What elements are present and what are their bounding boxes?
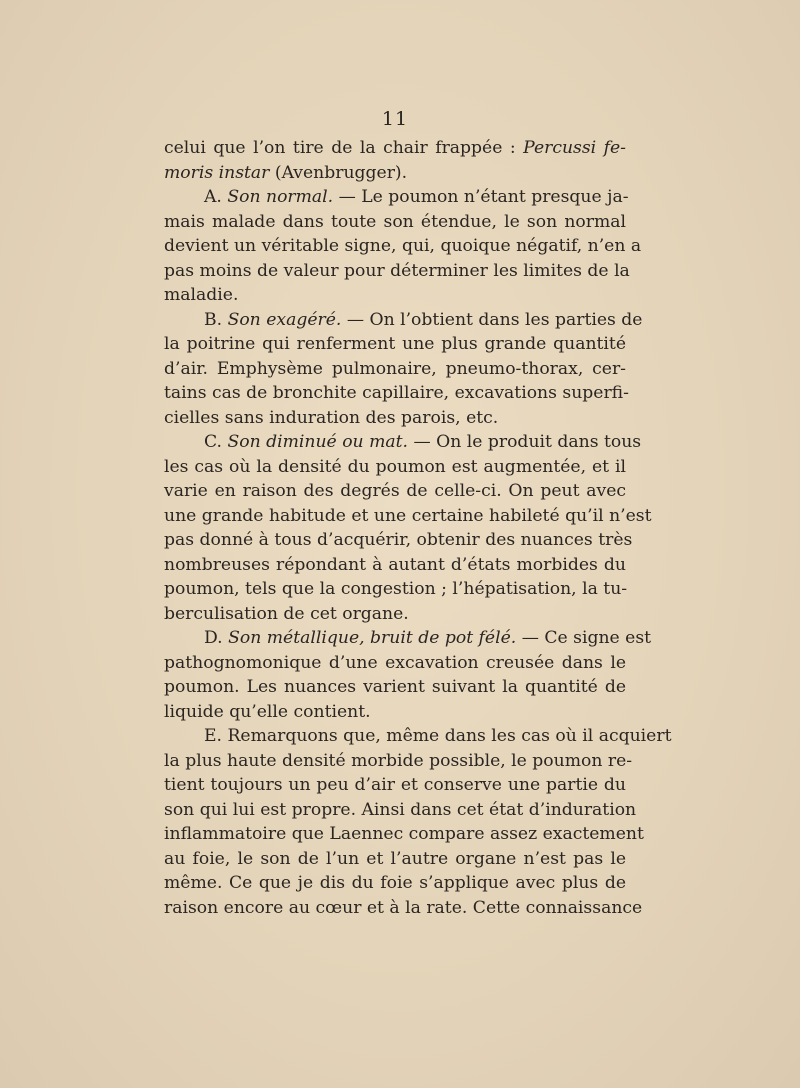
text: une grande habitude et une certaine habileté qu’il n’est [164, 505, 652, 526]
text: d’air. Emphysème pulmonaire, pneumo-thorax, cer- [164, 358, 626, 379]
text: — Le poumon n’étant presque ja- [333, 187, 629, 207]
paragraph [164, 724, 672, 920]
text-line [164, 749, 633, 774]
text: celui que l’on tire de la chair frappée : [164, 138, 524, 158]
text-line [164, 773, 626, 798]
text-line [164, 136, 626, 161]
text: son qui lui est propre. Ainsi dans cet état d’induration [164, 799, 637, 820]
italic-text: Percussi fe- [523, 138, 626, 158]
text-line [164, 308, 643, 333]
text-line [164, 675, 626, 700]
text-line [164, 210, 626, 235]
text: D. [204, 628, 229, 648]
text: C. [204, 432, 228, 452]
text: la plus haute densité morbide possible, le poumon re- [164, 750, 633, 771]
italic-text: Son normal. [227, 187, 334, 207]
text-line [164, 455, 626, 480]
paragraph [164, 136, 626, 185]
text: — On le produit dans tous [408, 432, 642, 452]
text-line [164, 381, 629, 406]
body-text [164, 136, 672, 920]
page-number: 11 [381, 108, 409, 130]
text-line [164, 406, 626, 431]
text-line [164, 602, 626, 627]
text: varie en raison des degrés de celle-ci. On peut avec [164, 481, 626, 501]
text-line [164, 528, 633, 553]
text: tient toujours un peu d’air et conserve une partie du [164, 775, 626, 795]
text: pas moins de valeur pour déterminer les limites de la [164, 260, 630, 281]
text: nombreuses répondant à autant d’états morbides du [164, 554, 626, 575]
italic-text: Son exagéré. [227, 309, 342, 330]
italic-text: moris instar [164, 162, 270, 183]
paragraph [164, 430, 652, 626]
text-line [164, 822, 644, 847]
text: inflammatoire que Laennec compare assez exactement [164, 824, 644, 844]
document-page [164, 108, 672, 920]
text-line [164, 896, 643, 921]
text: poumon, tels que la congestion ; l’hépatisation, la tu- [164, 579, 628, 599]
text-line [164, 847, 626, 872]
text-line [164, 724, 672, 749]
text: (Avenbrugger). [269, 162, 408, 183]
text-line [164, 577, 626, 602]
text: même. Ce que je dis du foie s’applique avec plus de [164, 873, 626, 893]
text: devient un véritable signe, qui, quoique négatif, n’en a [164, 236, 642, 256]
text: pathognomonique d’une excavation creusée dans le [164, 652, 626, 673]
text: mais malade dans toute son étendue, le son normal [164, 211, 626, 232]
text-line [164, 504, 652, 529]
text: raison encore au cœur et à la rate. Cette connaissance [164, 897, 643, 918]
text: — Ce signe est [516, 628, 652, 648]
text-line [164, 798, 637, 823]
text-line [164, 700, 626, 725]
paragraph [164, 308, 643, 431]
italic-text: Son métallique, bruit de pot félé. [228, 628, 517, 648]
text: poumon. Les nuances varient suivant la quantité de [164, 677, 626, 697]
text: la poitrine qui renferment une plus grande quantité [164, 334, 626, 354]
text: les cas où la densité du poumon est augmentée, et il [164, 456, 626, 477]
text-line [164, 259, 630, 284]
text-line [164, 871, 626, 896]
text: berculisation de cet organe. [164, 603, 409, 624]
text-line [164, 479, 626, 504]
text-line [164, 626, 652, 651]
paragraph [164, 626, 652, 724]
text: A. [204, 187, 228, 207]
text: B. [204, 309, 228, 330]
text-line [164, 553, 626, 578]
text-line [164, 651, 626, 676]
italic-text: Son diminué ou mat. [227, 432, 408, 452]
text: maladie. [164, 285, 239, 305]
paragraph [164, 185, 642, 308]
text: liquide qu’elle contient. [164, 701, 371, 722]
text: pas donné à tous d’acquérir, obtenir des nuances très [164, 530, 633, 550]
text-line [164, 430, 642, 455]
text: tains cas de bronchite capillaire, excavations superfi- [164, 383, 629, 403]
text: E. Remarquons que, même dans les cas où il acquiert [204, 726, 672, 746]
text-line [164, 283, 626, 308]
text: cielles sans induration des parois, etc. [164, 407, 499, 428]
text-line [164, 161, 626, 186]
text: au foie, le son de l’un et l’autre organe n’est pas le [164, 848, 626, 869]
text: — On l’obtient dans les parties de [341, 309, 643, 330]
text-line [164, 185, 629, 210]
text-line [164, 357, 626, 382]
text-line [164, 332, 626, 357]
text-line [164, 234, 642, 259]
